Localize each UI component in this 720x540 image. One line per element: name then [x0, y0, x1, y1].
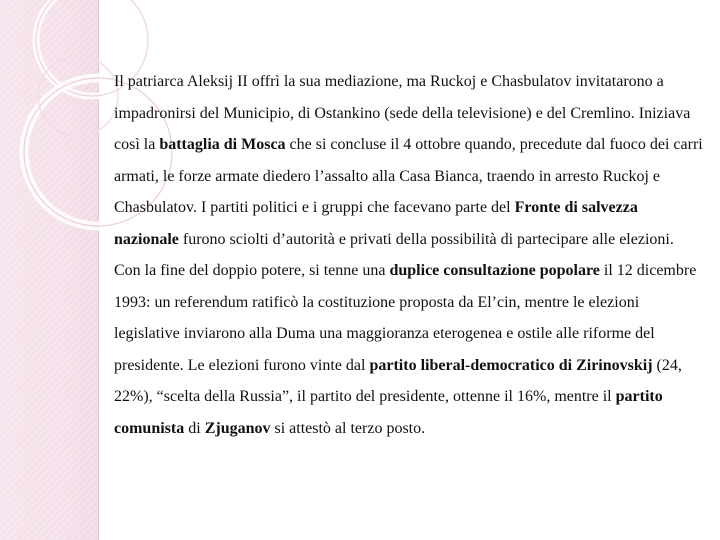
text-run: il 12 dicembre 1993: un referendum ratificò la costituzione proposta da El’cin, mentre le elezioni legislative inviarono alla Duma una maggioranza eterogenea e ostile alle riforme del presidente. Le elezioni furono vinte dal [114, 262, 697, 374]
text-run: Il patriarca Aleksij II offrì la sua mediazione, ma Ruckoj e Chasbulatov invitatarono a impadronirsi del Municipio, di Ostankino (sede della televisione) e del Cremlino. Iniziava così la [114, 73, 691, 153]
text-run: furono sciolti d’autorità e privati della possibilità di partecipare alle elezioni. Con la fine del doppio potere, si tenne una [114, 230, 674, 279]
slide-body-text [114, 66, 704, 444]
emphasized-term: battaglia di Mosca [159, 136, 286, 153]
text-run: di [184, 419, 205, 437]
text-run: si attestò al terzo posto. [270, 419, 426, 437]
text-run: che si concluse il 4 ottobre quando, precedute dal fuoco dei carri armati, le forze armate diedero l’assalto alla Casa Bianca, traendo in arresto Ruckoj e Chasbulatov. I partiti politici e i gruppi che facevano parte del [114, 136, 703, 216]
emphasized-term: partito comunista [114, 388, 663, 437]
emphasized-term: duplice consultazione popolare [389, 262, 600, 279]
emphasized-term: Fronte di salvezza nazionale [114, 199, 638, 248]
text-run: (24, 22%), “scelta della Russia”, il partito del presidente, ottenne il 16%, mentre il [114, 356, 682, 405]
emphasized-term: partito liberal-democratico di Zirinovskij [369, 356, 653, 374]
emphasized-term: Zjuganov [204, 419, 271, 437]
